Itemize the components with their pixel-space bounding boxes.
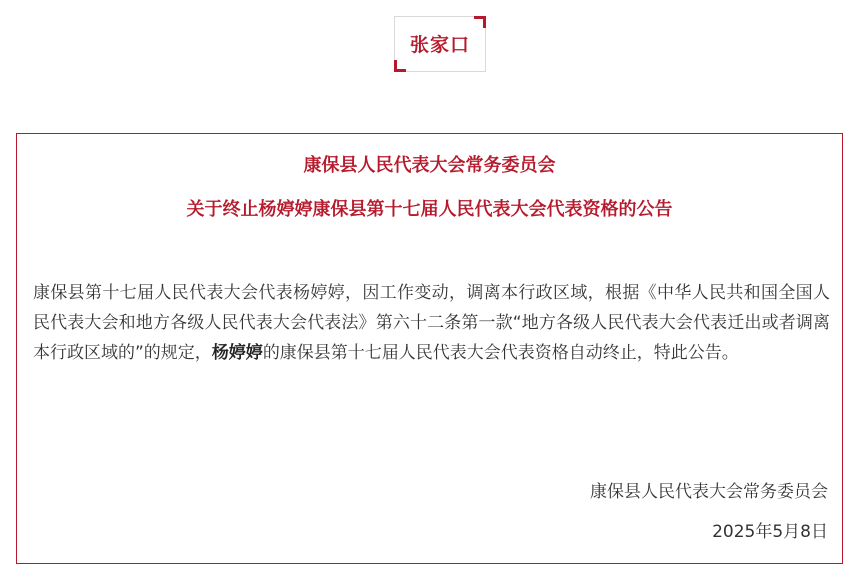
region-badge <box>394 16 486 72</box>
notice-signature: 康保县人民代表大会常务委员会 <box>590 482 828 502</box>
notice-body <box>33 278 830 368</box>
notice-title-subject: 关于终止杨婷婷康保县第十七届人民代表大会代表资格的公告 <box>186 199 673 220</box>
badge-label: 张家口 <box>409 34 470 56</box>
notice-body-part1: 康保县第十七届人民代表大会代表杨婷婷，因工作变动，调离本行政区域，根据《中华人民共和国全国人民代表大会和地方各级人民代表大会代表法》第六十二条第一款“地方各级人民代表大会代表迁出或者调离本行政区域的”的规定， <box>33 283 830 363</box>
notice-body-part2: 的康保县第十七届人民代表大会代表资格自动终止，特此公告。 <box>262 343 739 363</box>
badge-corner-bottom-left <box>394 60 406 72</box>
notice-date: 2025年5月8日 <box>712 522 828 542</box>
notice-box <box>16 133 843 564</box>
badge-corner-top-right <box>474 16 486 28</box>
notice-title-issuer: 康保县人民代表大会常务委员会 <box>303 155 556 176</box>
notice-body-name: 杨婷婷 <box>211 343 263 363</box>
